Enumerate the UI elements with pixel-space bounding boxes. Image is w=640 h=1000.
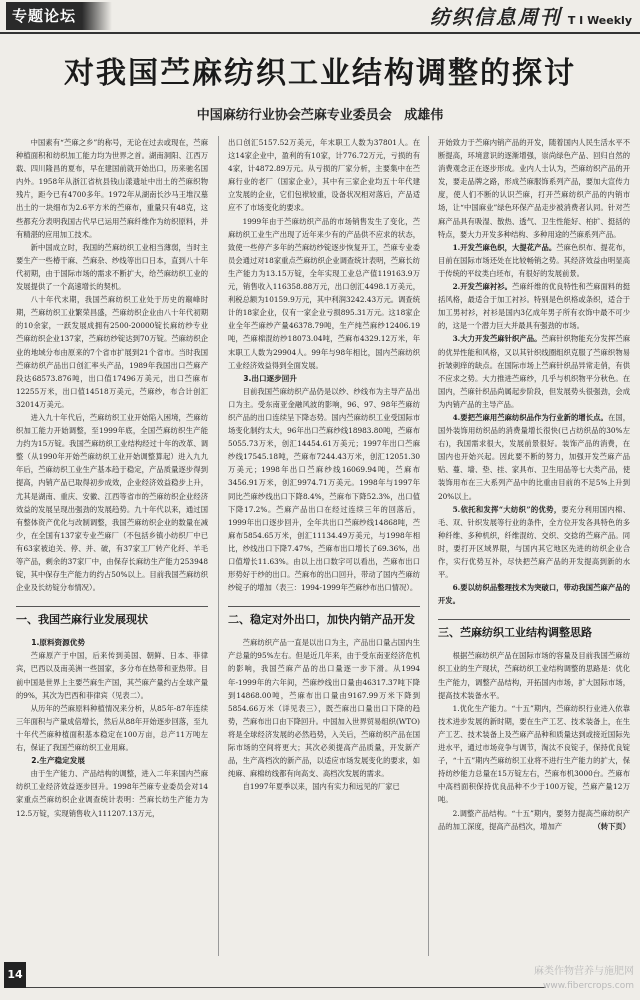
list-item-heading: 2.开发苎麻衬衫。 <box>452 282 512 292</box>
list-item <box>438 241 630 280</box>
paragraph: 八十年代末期，我国苎麻纺织工业处于历史的巅峰时期，苎麻纺织工业繁荣昌盛，苎麻纺织企业由八十年代初期的10余家，一跃发展成拥有2500-20000锭长麻纺纱专业苎麻纺织企业137家，苎麻纺纱锭达到70万锭。苎麻纺织企业的地域分布由原来的7个省市扩展到21个省市。当时我国苎麻纺织产品出口创汇率头产品，1989年我国出口苎麻产段达68573.876吨，出口值17496万美元，出口苎麻布12255万米，出口值14518万美元，苎麻纱，布合计创汇32014万美元。 <box>16 295 208 409</box>
footer-rule <box>26 987 546 988</box>
list-item <box>438 332 630 411</box>
list-item <box>438 280 630 332</box>
column-divider <box>428 136 429 956</box>
list-item-heading: 4.要把苎麻用苎麻纺织品作为行业新的增长点。 <box>452 412 608 422</box>
list-item-heading: 5.依托和发挥“大纺织”的优势， <box>452 504 562 514</box>
list-item-text: 苎麻针织物能充分发挥苎麻的优异性能和风格，又以其针织线圈组织克服了苎麻织物易折皱刺痒的缺点。在国际市场上苎麻针织品异常走俏，有供不应求之势。大力推进苎麻纱，几乎与机织物平分秋色。在国内，苎麻针织品尚属起步阶段，但发展势头很强劲，会成为内销产品的主导产品。 <box>438 334 630 409</box>
paragraph: 进入九十年代后，苎麻纺织工业开始陷入困境，苎麻纺织加工能力开始调整，至1999年底，全国苎麻纺织生产能力约为15万锭。我国苎麻纺织工业结构经过十年的改革、调整（从1990年开始苎麻纺织工业开始调整算起）进入九九年后，苎麻纺织工业生产基本趋于稳定，产品质量逐步得到提高，内销产品已取得初步成效，企业经济效益稳步上升，尤其是湖南、重庆、安徽、江西等省市的苎麻纺织企业经济效益的发展呈现出强劲的发展趋势。九十年代以来，通过国有整体资产优化与改制调整，我国苎麻纺织企业的数量在减少，在全国有137家专业苎麻厂（不包括乡镇小纺织厂中已有63家被迫关、停、并、破，有37家工厂转产化纤、羊毛等产品，剩余的37家厂中，由保存长麻纺生产能力253948锭，其中保存生产能力的约占50%以上。目前我国苎麻纺织企业及长纺锭分布情况）。 <box>16 412 208 593</box>
paragraph: 根据苎麻纺织产品在国际市场的容量及目前我国苎麻纺织工业的生产现状，苎麻纺织工业结构调整的思路是：优化生产能力，调整产品结构，开拓国内市场，扩大国际市场，提高技术装备水平。 <box>438 651 630 700</box>
column-label-fade <box>82 2 112 30</box>
paragraph: 苎麻原产于中国，后来传到美国、朝鲜、日本、菲律宾，巴西以及南美洲一些国家，多分布在热带和亚热带。目前中国是世界上主要苎麻生产国，其苎麻产量约占全球产量的9%，其次为巴西和菲律宾（见表二）。 <box>16 651 208 700</box>
paragraph <box>438 807 630 833</box>
watermark-url: www.fibercrops.com <box>543 981 634 991</box>
text-column-3 <box>438 136 630 976</box>
paragraph: 目前我国苎麻纺织产品仍是以纱、纱线布为主导产品出口为主。受东南亚金融风波的影响，96、97、98年苎麻纺织产品的出口连续呈下降态势。国内苎麻纺织工业受国际市场变化制约太大，96年出口苎麻纱线18983.80吨，苎麻布5055.73万米，创汇14454.61万美元；1997年出口苎麻纱线17545.18吨，苎麻布7244.43万米，创汇12051.30万美元；1998年出口苎麻纱线16069.94吨，苎麻布3456.91万米，创汇9974.71万美元。1998年与1997年同比苎麻纱线出口下降8.4%，苎麻布下降52.3%，出口值下降17.2%。苎麻产品出口在经过连续三年的回落后，1999年出口逐步回升，全年共出口苎麻纱线14868吨，苎麻布5854.65万米，创汇11134.49万美元，与1998年相比，纱线出口下降7.47%，苎麻布出口增长了69.36%，出口值增长11.63%。由以上出口数字可以看出，苎麻布出口形势好于纱的出口。苎麻布的出口回升，带动了国内苎麻纺纱锭子的增加（表三：1994-1999年苎麻纱布出口情况）。 <box>228 386 420 593</box>
text-column-1 <box>16 136 208 976</box>
paragraph: 由于生产能力、产品结构的调整，进入二年来国内苎麻纺织工业经济效益逐步回升。1998年苎麻专业委员会对14家重点苎麻纺织企业调查统计表明：苎麻长纺生产能力为12.5万锭，实现销售收入111207.13万元， <box>16 769 208 818</box>
column-label: 专题论坛 <box>6 2 82 30</box>
paragraph: 自1997年夏季以来，国内有实力和远见的厂家已 <box>242 782 400 792</box>
subheading: 1.原料资源优势 <box>31 638 85 648</box>
page-number: 14 <box>4 962 26 988</box>
list-item <box>438 411 630 503</box>
list-item-heading: 6.要以纺织品整理技术为突破口，带动我国苎麻产品的开发。 <box>438 583 630 606</box>
paragraph: 新中国成立时，我国的苎麻纺织工业相当薄弱，当时主要生产一些椿干麻、苎麻杂、纱线等出口日本，直到八十年代初期，由于国际市场的需求不断扩大，给苎麻纺织工业的发展提供了一个高速增长的契机。 <box>16 242 208 292</box>
section-heading-1: 一、我国苎麻行业发展现状 <box>16 606 208 628</box>
paragraph: 1.优化生产能力。“十五”期内，苎麻纺织行业进入依靠技术进步发展的新时期，要在生产工艺、技术装备上，在生产工艺、技术装备上及苎麻产品种和质量达到或接近国际先进水平，通过市场竞争与调节，淘汰不良锭子，保持优良锭子，“十五”期内苎麻纺织工业将不进行生产能力的扩大，保持纺纱能力总量在15万锭左右，苎麻布机3000台。苎麻布中高档面积保持优良品种不少于100万锭，苎麻产量12万吨。 <box>438 703 630 805</box>
list-item-text: 苎麻色织布、提花布，目前在国际市场还处在比较畅销之势。其经济效益由明显高于传统的平纹类白坯布，有很好的发展前景。 <box>438 242 630 278</box>
masthead-en: T I Weekly <box>567 14 632 27</box>
article-body <box>16 136 628 976</box>
subheading: 3.出口逐步回升 <box>243 373 297 383</box>
column-divider <box>218 136 219 956</box>
article-byline: 中国麻纺行业协会苎麻专业委员会 成雄伟 <box>196 108 444 123</box>
watermark <box>534 964 634 994</box>
masthead <box>430 4 632 30</box>
text-column-2 <box>228 136 420 976</box>
paragraph-text: 2.调整产品结构。“十五”期内，要努力提高苎麻纺织产品的加工深度，提高产品档次，增加产 <box>438 808 630 831</box>
paragraph: 从历年的苎麻原料种植情况来分析，从85年-87年连续三年面积与产量成倍增长，然后从88年开始逐步回落，至九十年代苎麻种植面积基本稳定在100万亩，总产11万吨左右，保证了我国苎麻纺织工业用麻。 <box>16 703 208 753</box>
continued-marker: （转下页） <box>593 821 630 831</box>
section-heading-3: 三、苎麻纺织工业结构调整思路 <box>438 619 630 641</box>
page-header <box>0 0 640 34</box>
list-item-text: 要充分利用国内棉、毛、双、针织发展等行业的条件，全方位开发各具特色的多种纤维、多种机织，纤维混纺、交织、交捻的苎麻产品。同时，要打开区域界限，与国内其它地区先进的纺织企业合作，实行优势互补，尽快把苎麻产品的开发提高到新的水平。 <box>438 504 630 580</box>
paragraph: 中国素有“苎麻之乡”的称号，无论在过去或现在，苎麻种植面积和纺织加工能力均为世界之首。湖南洞阳、江西万载、四川隆昌的夏布，早在建国前就开始出口，历来驰名国内外。1958年从浙江省杭县钱山漾遗址中出土的苎麻织物残片，距今已有4700多年。1972年从湖南长沙马王堆汉墓出土的一块细布为2.6平方米的苎麻布，重量只有48克，这些都充分表明我国古代早已运用苎麻纤维作为纺织原料，并有精湛的应用加工技术。 <box>16 138 208 239</box>
list-item <box>438 581 630 607</box>
subheading: 2.生产稳定发展 <box>31 756 85 766</box>
section-heading-2: 二、稳定对外出口，加快内销产品开发 <box>228 606 420 628</box>
paragraph: 苎麻纺织产品一直是以出口为主，产品出口量占国内生产总量的95%左右。但是近几年来，由于受东南亚经济危机的影响，我国苎麻产品的出口量逐一步下滑。从1994年-1999年的六年间，苎麻纱线出口量由46317.37吨下降到14868.00吨，苎麻布出口量由9167.99万米下降到5854.66万米（详见表三），既苎麻出口量出口下降的趋势，苎麻布出口由下降回升。中国加入世界贸易组织(WTO)将是全球经济发展的必然趋势，入关后，苎麻纺织产品在国际市场的空间将更大；其次必须提高产品质量，开发新产品，生产高档次的新产品，以适应市场发展变化的要求，如纯麻、麻棉纺线都有向高支、高档次发展的需求。 <box>228 638 420 779</box>
paragraph: 开始致力于苎麻内销产品的开发，随着国内人民生活水平不断提高，环境意识的逐渐增强，崇尚绿色产品、回归自然的消费观念正在逐步形成。业内人士认为，苎麻纺织产品的开发，要走品牌之路，形成苎麻服饰系列产品，要加大宣传力度，使人们不断的认识苎麻，打开苎麻纺织产品的内销市场，让“中国麻业”绿色环保产品走步被消费者认同。针对苎麻产品具有吸湿、散热、透气、卫生性能好、柏扩、挺括的特点，要大力开发多种结构、多种用途的苎麻系列产品。 <box>438 138 630 239</box>
list-item-heading: 3.大力开发苎麻针织产品。 <box>452 334 542 344</box>
list-item-heading: 1.开发苎麻色织，大提花产品。 <box>452 242 557 252</box>
masthead-cn: 纺织信息周刊 <box>429 5 562 29</box>
watermark-cn: 麻类作物营养与施肥网 <box>534 966 634 977</box>
paragraph: 出口创汇5157.52万美元，年末职工人数为37801人。在这14家企业中，盈利的有10家，计776.72万元，亏损的有4家，计4872.89万元。从亏损的厂家分析，主要集中在苎麻行业的老厂（国家企业），其中有三家企业均五十年代建立发展的企业，它们包袱较重，设备状况相对落后，产品适应不了市场变化的要求。 <box>228 138 420 213</box>
list-item-text: 苎麻纤维的优良特性和苎麻面料的挺括风格，最适合于加工衬衫。特别是色织格或条织，适合于加工男衬衫，衬衫是国内3亿成年男子所有衣饰中最不可少的，这是一个潜力巨大并最具有强劲的市场。 <box>438 282 630 331</box>
list-item <box>438 503 630 582</box>
list-item-text: 在国，国外装饰用纺织品的消费量增长很快(已占纺织品的30%左右)，我国需求很大，发展前景很好。装饰产品的消费，在国内也开始兴起。因此要不断的努力，加强开发苎麻产品贴、蔓、墙、垫、挂、家具布、卫生用品等七大类产品，使装饰用布在三大系列产品中的比重由目前的不足5%上升到20%以上。 <box>438 412 630 501</box>
article-title: 对我国苎麻纺织工业结构调整的探讨 <box>64 56 576 91</box>
paragraph: 1999年由于苎麻纺织产品的市场销售发生了变化，苎麻纺织工业生产出现了近年来少有的产品供不应求的状态，致使一些停产多年的苎麻纺纱锭逐步恢复开工，苎麻专业委员会通过对18家重点苎麻纺织企业调查统计表明，苎麻长纺生产能力为13.15万锭，全年实现工业总产值119163.9万元，销售收入116358.88万元，出口创汇4498.1万美元，利税总额为10159.9万元，其中利润3242.43万元。调查统计的18家企业，仅有一家企业亏损895.31万元。这18家企业全年苎麻纱产量46378.79吨，生产纯苎麻纱12406.19吨，苎麻棉混纺纱18073.04吨，苎麻布4329.12万米，年末职工人数为29904人。99年与98年相比，国内苎麻纺织工业经济效益得到全面发展。 <box>228 216 420 370</box>
